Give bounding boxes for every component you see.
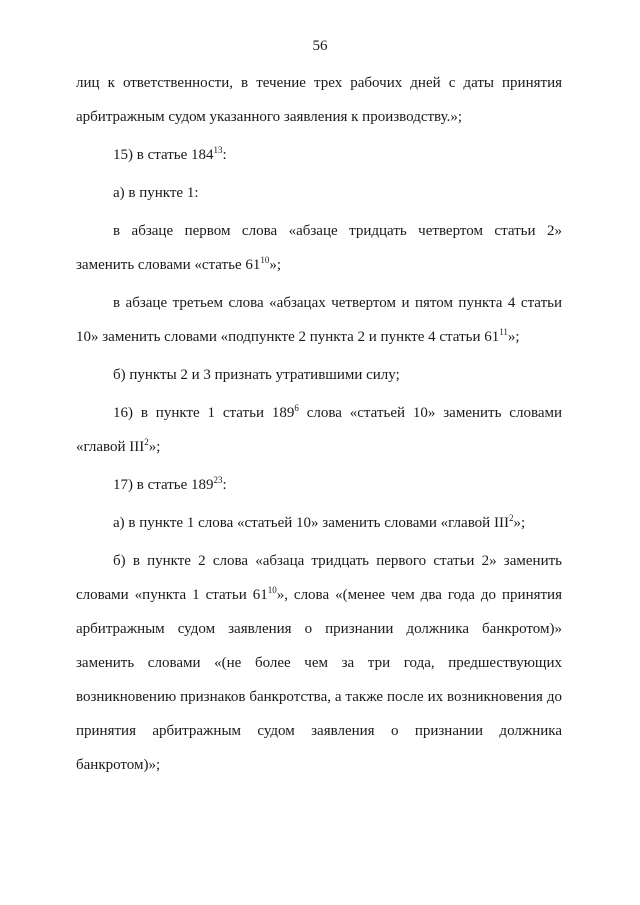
text-line: б) в пункте 2 слова «абзаца тридцать первого статьи 2» заменить	[113, 553, 562, 569]
paragraph-9	[76, 506, 562, 540]
text-line	[76, 320, 562, 354]
paragraph-8	[76, 468, 562, 502]
text-line: возникновению признаков банкротства, а также после их возникновения до	[76, 689, 562, 705]
text-span: заменить словами «статье 61	[76, 257, 261, 273]
text-line	[76, 430, 562, 464]
text-span: слова «статьей 10» заменить словами	[298, 405, 563, 421]
paragraph-3	[76, 176, 562, 210]
superscript: 2	[144, 437, 149, 447]
document-body	[76, 66, 562, 782]
text-line: лиц к ответственности, в течение трех рабочих дней с даты принятия	[76, 75, 562, 91]
text-span: :	[222, 147, 227, 163]
paragraph-10	[76, 544, 562, 782]
superscript: 10	[260, 255, 270, 265]
text-span: »;	[269, 257, 282, 273]
paragraph-7	[76, 396, 562, 464]
text-span: »;	[507, 329, 520, 345]
text-span: »;	[513, 515, 526, 531]
text-span: 17) в статье 189	[113, 477, 214, 493]
superscript: 13	[213, 145, 223, 155]
text-line: арбитражным судом указанного заявления к производству.»;	[76, 109, 463, 125]
page-number: 56	[312, 38, 328, 54]
text-span: б) пункты 2 и 3 признать утратившими силу;	[113, 367, 400, 383]
paragraph-4	[76, 214, 562, 282]
text-line: заменить словами «(не более чем за три года, предшествующих	[76, 655, 562, 671]
text-span: «главой III	[76, 439, 145, 455]
text-line	[76, 578, 562, 612]
text-line: банкротом)»;	[76, 757, 161, 773]
superscript: 23	[213, 475, 223, 485]
text-span: словами «пункта 1 статьи 61	[76, 587, 268, 603]
superscript: 2	[508, 513, 514, 523]
text-span: а) в пункте 1:	[113, 185, 199, 201]
text-line: арбитражным судом заявления о признании должника банкротом)»	[76, 621, 562, 637]
text-span: »;	[148, 439, 161, 455]
text-line: в абзаце третьем слова «абзацах четвертом и пятом пункта 4 статьи	[113, 295, 562, 311]
paragraph-5	[76, 286, 562, 354]
text-span: », слова «(менее чем два года до принятия	[276, 587, 562, 603]
text-span: а) в пункте 1 слова «статьей 10» заменить словами «главой III	[113, 515, 509, 531]
text-line: принятия арбитражным судом заявления о признании должника	[76, 723, 562, 739]
text-line	[76, 396, 562, 430]
text-span: :	[222, 477, 227, 493]
paragraph-1	[76, 66, 562, 134]
text-span: 10» заменить словами «подпункте 2 пункта 2 и пункте 4 статьи 61	[76, 329, 500, 345]
text-span: 16) в пункте 1 статьи 189	[113, 405, 295, 421]
paragraph-6	[76, 358, 562, 392]
paragraph-2	[76, 138, 562, 172]
superscript: 11	[499, 327, 508, 337]
superscript: 6	[294, 403, 299, 413]
superscript: 10	[267, 585, 277, 595]
text-span: 15) в статье 184	[113, 147, 214, 163]
text-line	[76, 248, 562, 282]
text-line: в абзаце первом слова «абзаце тридцать четвертом статьи 2»	[113, 223, 562, 239]
